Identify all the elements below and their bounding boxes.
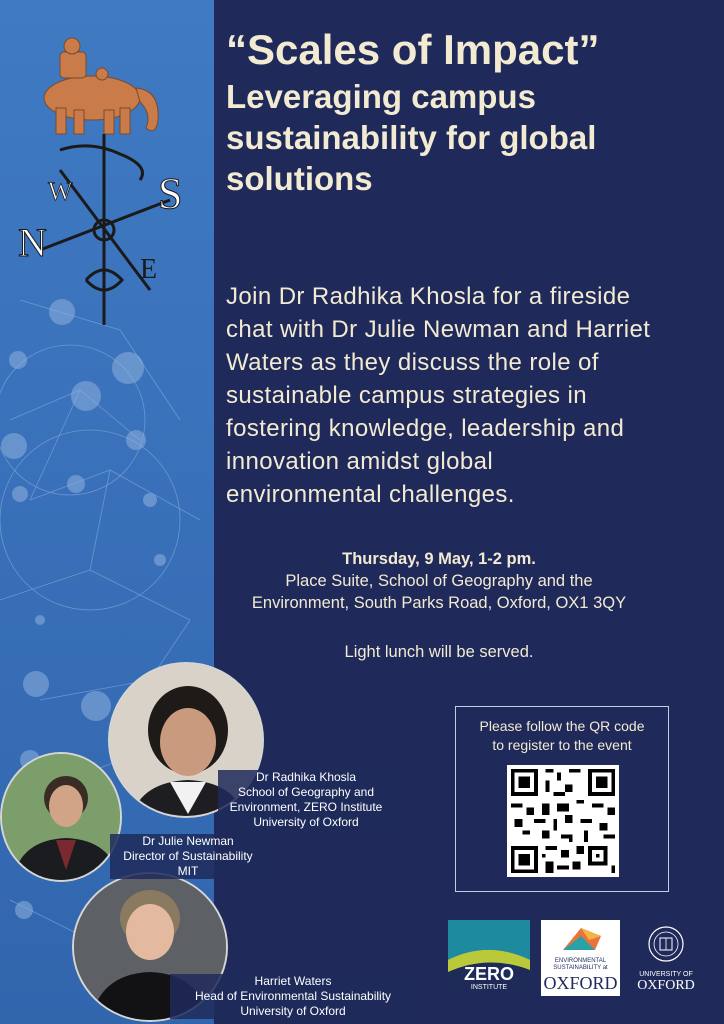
- qr-code-icon[interactable]: [507, 765, 619, 877]
- description-line: Join Dr Radhika Khosla for a fireside: [226, 283, 631, 310]
- caption-julie: [110, 834, 266, 879]
- vane-letter-w: W: [48, 177, 73, 206]
- env-sustainability-logo: [541, 920, 620, 996]
- speaker-role-line: Director of Sustainability: [110, 849, 266, 864]
- speaker-role-line: Environment, ZERO Institute: [218, 800, 394, 815]
- caption-radhika: [218, 770, 394, 830]
- oxford-wordmark: OXFORD: [637, 978, 695, 993]
- oxford-univ-of: UNIVERSITY OF: [639, 971, 693, 978]
- speaker-name: Dr Julie Newman: [110, 834, 266, 849]
- speaker-role-line: Head of Environmental Sustainability: [170, 989, 416, 1004]
- leaf-icon: [541, 920, 620, 956]
- speaker-role-line: School of Geography and: [218, 785, 394, 800]
- zero-wordmark: ZERO: [463, 964, 514, 984]
- subtitle-line-3: solutions: [226, 160, 373, 197]
- description-line: sustainable campus strategies in: [226, 382, 587, 409]
- env-oxford: OXFORD: [543, 973, 618, 993]
- subtitle-line-1: Leveraging campus: [226, 78, 536, 115]
- event-title: [226, 24, 706, 199]
- subtitle-line-2: sustainability for global: [226, 119, 597, 156]
- speaker-role-line: University of Oxford: [170, 1004, 416, 1019]
- description-line: fostering knowledge, leadership and: [226, 415, 625, 442]
- description-line: environmental challenges.: [226, 481, 515, 508]
- vane-letter-e: E: [140, 254, 158, 285]
- venue-line-2: Environment, South Parks Road, Oxford, OX1 3QY: [251, 594, 627, 612]
- caption-harriet: [170, 974, 416, 1019]
- description-line: innovation amidst global: [226, 448, 494, 475]
- speaker-role-line: University of Oxford: [218, 815, 394, 830]
- registration-box: [455, 706, 669, 892]
- title-quote: “Scales of Impact”: [226, 26, 600, 73]
- description-line: Waters as they discuss the role of: [226, 349, 599, 376]
- event-details: [214, 548, 664, 614]
- event-description: [226, 280, 716, 511]
- speaker-role-line: MIT: [110, 864, 266, 879]
- speaker-photo-julie: [0, 752, 122, 882]
- env-line-1: ENVIRONMENTAL: [554, 958, 607, 964]
- person-icon: [2, 754, 122, 882]
- description-line: chat with Dr Julie Newman and Harriet: [226, 316, 651, 343]
- lunch-note: Light lunch will be served.: [344, 643, 534, 661]
- qr-pattern: [507, 765, 619, 877]
- qr-text-line-2: to register to the event: [492, 737, 632, 753]
- oxford-crest-icon: [646, 924, 686, 964]
- qr-text-line-1: Please follow the QR code: [479, 718, 645, 734]
- env-line-2: SUSTAINABILITY at: [553, 965, 608, 971]
- weathervane-elephant-icon: [0, 30, 200, 330]
- zero-institute-logo: [448, 920, 530, 996]
- qr-instruction: [456, 717, 668, 755]
- event-date: Thursday, 9 May, 1-2 pm.: [342, 550, 536, 568]
- zero-subtitle: INSTITUTE: [470, 984, 508, 991]
- speaker-name: Harriet Waters: [170, 974, 416, 989]
- university-of-oxford-logo: [630, 920, 702, 996]
- vane-letter-n: N: [18, 220, 47, 265]
- venue-line-1: Place Suite, School of Geography and the: [285, 572, 593, 590]
- speaker-name: Dr Radhika Khosla: [218, 770, 394, 785]
- vane-letter-s: S: [158, 169, 183, 218]
